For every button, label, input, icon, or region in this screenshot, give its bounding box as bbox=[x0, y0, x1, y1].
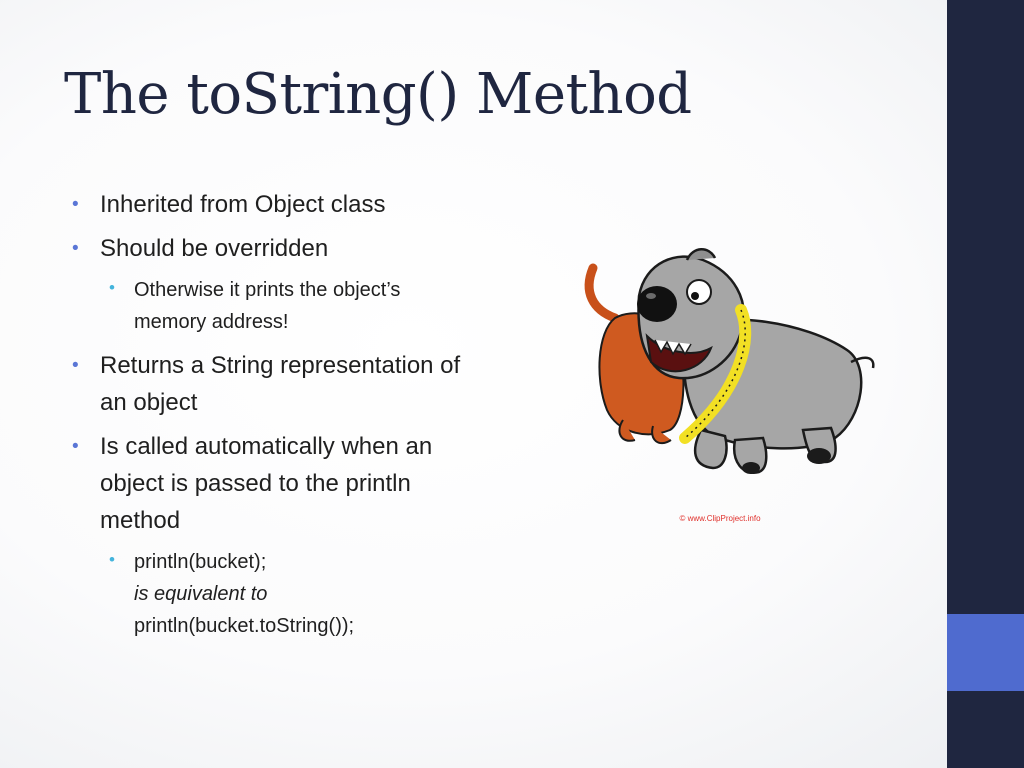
bulldog-paw-spot bbox=[807, 448, 831, 464]
bullet-dot-icon: • bbox=[72, 436, 79, 457]
bullet-item bbox=[72, 347, 472, 421]
bullet-dot-icon: • bbox=[72, 194, 79, 215]
sub-bullet-text: Otherwise it prints the object’s memory address! bbox=[134, 279, 401, 333]
dog-clipart-icon bbox=[575, 240, 885, 530]
dachshund-tail bbox=[589, 268, 615, 318]
bulldog-eye bbox=[687, 280, 711, 304]
slide-title: The toString() Method bbox=[64, 62, 692, 127]
sub-bullet-item bbox=[72, 274, 472, 338]
bulldog-paw-spot bbox=[742, 462, 760, 474]
bullet-item bbox=[72, 186, 472, 223]
bulldog-nose bbox=[637, 286, 677, 322]
bullet-item bbox=[72, 428, 472, 539]
sub-bullet-item bbox=[72, 546, 472, 642]
image-credit: © www.ClipProject.info bbox=[679, 514, 761, 523]
bullet-text: Is called automatically when an object is passed to the println method bbox=[100, 433, 433, 534]
bullet-text: Inherited from Object class bbox=[100, 191, 386, 218]
bullet-list bbox=[72, 186, 472, 651]
bulldog-nose-shine bbox=[646, 293, 656, 299]
bullet-item bbox=[72, 230, 472, 267]
bullet-text: Should be overridden bbox=[100, 235, 329, 262]
equivalence-text: is equivalent to bbox=[134, 583, 268, 605]
bullet-text: Returns a String representation of an object bbox=[100, 352, 461, 416]
sub-bullet-dot-icon: • bbox=[109, 550, 115, 569]
bullet-dot-icon: • bbox=[72, 238, 79, 259]
code-line-println-bucket: println(bucket); bbox=[134, 551, 267, 573]
bulldog-ear bbox=[687, 249, 715, 260]
side-bar-accent-block bbox=[947, 614, 1024, 691]
bulldog-pupil bbox=[691, 292, 699, 300]
bullet-dot-icon: • bbox=[72, 355, 79, 376]
code-line-println-tostring: println(bucket.toString()); bbox=[134, 615, 355, 637]
sub-bullet-dot-icon: • bbox=[109, 278, 115, 297]
bulldog-leg bbox=[695, 430, 726, 468]
